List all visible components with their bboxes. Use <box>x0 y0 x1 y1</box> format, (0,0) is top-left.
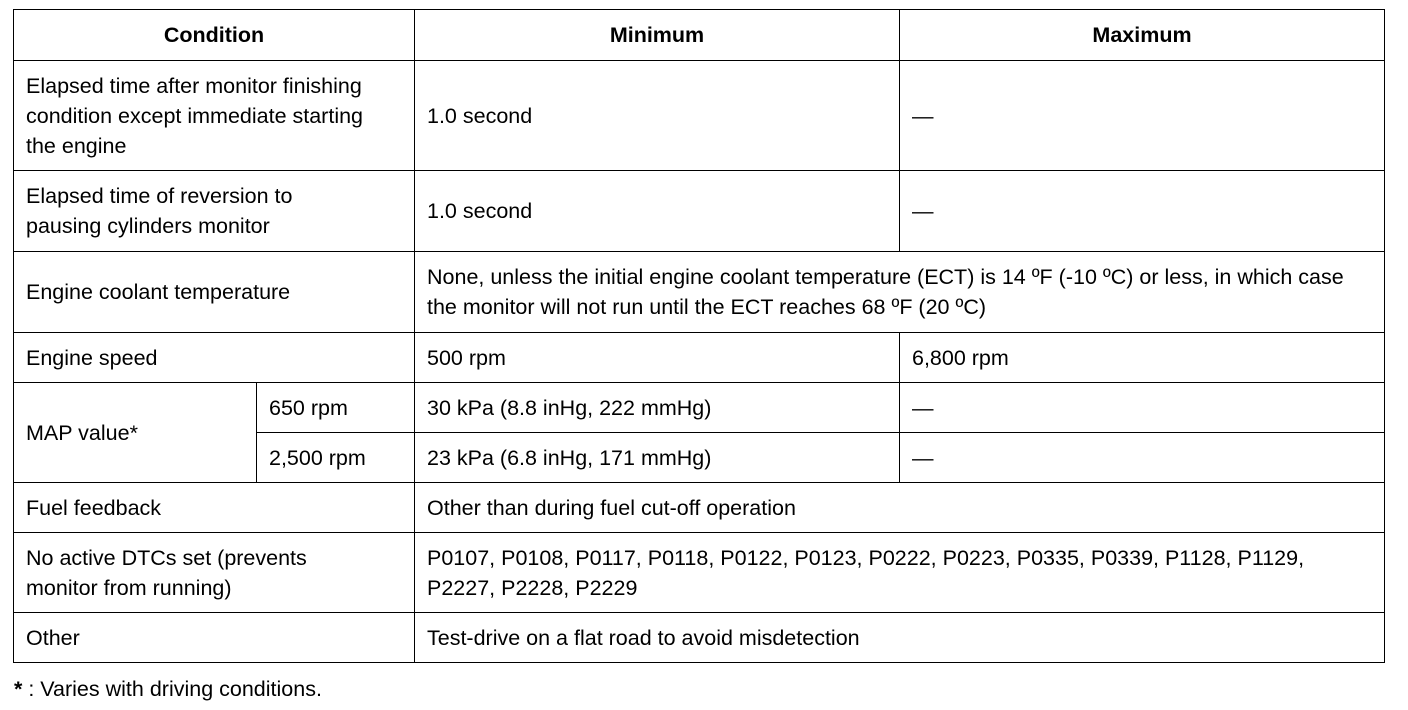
table-row <box>14 613 1385 663</box>
value-cell: Other than during fuel cut-off operation <box>415 483 1385 533</box>
maximum-cell: — <box>900 433 1385 483</box>
maximum-cell: — <box>900 171 1385 252</box>
footnote-marker: * <box>14 677 23 701</box>
condition-cell: Other <box>14 613 415 663</box>
table-row <box>14 333 1385 383</box>
table-row <box>14 252 1385 333</box>
footnote-text: : Varies with driving conditions. <box>22 677 322 701</box>
header-minimum: Minimum <box>415 10 900 61</box>
minimum-cell: 500 rpm <box>415 333 900 383</box>
maximum-cell: — <box>900 61 1385 171</box>
maximum-cell: 6,800 rpm <box>900 333 1385 383</box>
value-cell: P0107, P0108, P0117, P0118, P0122, P0123, P0222, P0223, P0335, P0339, P1128, P1129, P2227, P2228, P2229 <box>415 533 1385 613</box>
condition-cell: Engine coolant temperature <box>14 252 415 333</box>
sub-condition-cell: 2,500 rpm <box>257 433 415 483</box>
maximum-cell: — <box>900 383 1385 433</box>
condition-cell: MAP value* <box>14 383 257 483</box>
table-row <box>14 483 1385 533</box>
condition-cell: Engine speed <box>14 333 415 383</box>
minimum-cell: 30 kPa (8.8 inHg, 222 mmHg) <box>415 383 900 433</box>
minimum-cell: 1.0 second <box>415 171 900 252</box>
condition-cell: No active DTCs set (prevents monitor from running) <box>14 533 415 613</box>
value-cell: Test-drive on a flat road to avoid misdetection <box>415 613 1385 663</box>
sub-condition-cell: 650 rpm <box>257 383 415 433</box>
header-condition: Condition <box>14 10 415 61</box>
footnote <box>14 674 322 704</box>
table-row <box>14 383 1385 433</box>
table-row <box>14 171 1385 252</box>
value-cell: None, unless the initial engine coolant temperature (ECT) is 14 ºF (-10 ºC) or less, in which case the monitor will not run until the ECT reaches 68 ºF (20 ºC) <box>415 252 1385 333</box>
condition-cell: Elapsed time after monitor finishing condition except immediate starting the engine <box>14 61 415 171</box>
minimum-cell: 23 kPa (6.8 inHg, 171 mmHg) <box>415 433 900 483</box>
condition-cell: Elapsed time of reversion to pausing cylinders monitor <box>14 171 415 252</box>
table-row <box>14 61 1385 171</box>
condition-cell: Fuel feedback <box>14 483 415 533</box>
header-maximum: Maximum <box>900 10 1385 61</box>
table-row <box>14 533 1385 613</box>
conditions-table <box>13 9 1385 663</box>
minimum-cell: 1.0 second <box>415 61 900 171</box>
header-row <box>14 10 1385 61</box>
